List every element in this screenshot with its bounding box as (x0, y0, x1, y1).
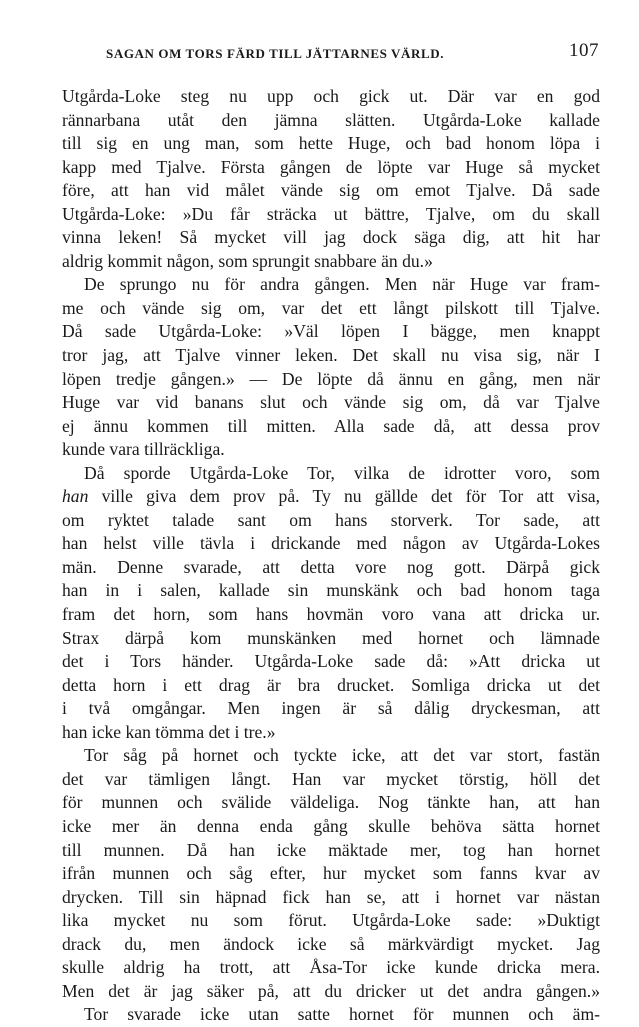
running-title: SAGAN OM TORS FÄRD TILL JÄTTARNES VÄRLD. (106, 46, 445, 61)
text-line: kunde vara tillräckliga. (62, 439, 225, 460)
text-line: drycken. Till sin häpnad fick han se, att i hornet var nästan (62, 886, 600, 907)
text-line: lika mycket nu som förut. Utgårda-Loke sade: »Duktigt (62, 910, 600, 931)
text-line: om ryktet talade sant om hans storverk. Tor sade, att (62, 509, 600, 530)
text-line: till munnen. Då han icke mäktade mer, tog han hornet (62, 839, 600, 860)
text-line: vinna leken! Så mycket vill jag dock säga dig, att hit har (62, 227, 600, 248)
text-line: Då sporde Utgårda-Loke Tor, vilka de idrotter voro, som (84, 462, 600, 483)
text-line: det i Tors händer. Utgårda-Loke sade då: »Att dricka ut (62, 651, 600, 672)
text-line: aldrig kommit någon, som sprungit snabbare än du.» (62, 250, 433, 271)
body-text (62, 85, 600, 1027)
text-line: icke mer än denna enda gång skulle behöva sätta hornet (62, 815, 600, 836)
text-line: fram det horn, som hans hovmän voro vana att dricka ur. (62, 604, 600, 625)
line-text: ville giva dem prov på. Ty nu gällde det för Tor att visa, (101, 486, 600, 507)
text-line: Huge var vid banans slut och vände sig om, då var Tjalve (62, 392, 600, 413)
text-line: Strax därpå kom munskänken med hornet och lämnade (62, 627, 600, 648)
text-line: Utgårda-Loke: »Du får sträcka ut bättre, Tjalve, om du skall (62, 203, 600, 224)
text-line: i två omgångar. Men ingen är så dålig dryckesman, att (62, 698, 600, 719)
italic-word: han (62, 486, 89, 507)
text-line: män. Denne svarade, att detta vore nog gott. Därpå gick (62, 556, 600, 577)
text-line: rännarbana utåt den jämna slätten. Utgårda-Loke kallade (62, 109, 600, 130)
text-line: De sprungo nu för andra gången. Men när Huge var fram- (84, 274, 600, 295)
text-line: för munnen och svälide väldeliga. Nog tänkte han, att han (62, 792, 600, 813)
text-line: me och vände sig om, var det ett långt pilskott till Tjalve. (62, 297, 600, 318)
text-line: före, att han vid målet vände sig om emot Tjalve. Då sade (62, 180, 600, 201)
text-line: ifrån munnen och såg efter, hur mycket som fanns kvar av (62, 863, 600, 884)
text-line: Då sade Utgårda-Loke: »Väl löpen I bägge, men knappt (62, 321, 600, 342)
text-line (62, 485, 600, 509)
text-line: han icke kan tömma det i tre.» (62, 721, 276, 742)
page-number: 107 (569, 40, 599, 61)
text-line: drack du, men ändock icke så märkvärdigt mycket. Jag (62, 933, 600, 954)
text-line: det var tämligen långt. Han var mycket törstig, höll det (62, 768, 600, 789)
text-line: Tor svarade icke utan satte hornet för munnen och äm- (84, 1004, 600, 1025)
text-line: till sig en ung man, som hette Huge, och bad honom löpa i (62, 133, 600, 154)
text-line: kapp med Tjalve. Första gången de löpte var Huge så mycket (62, 156, 600, 177)
text-line: skulle aldrig ha trott, att Åsa-Tor icke kunde dricka mera. (62, 957, 600, 978)
text-line: han in i salen, kallade sin munskänk och bad honom taga (62, 580, 600, 601)
text-line: Utgårda-Loke steg nu upp och gick ut. Där var en god (62, 86, 600, 106)
text-line: ej ännu kommen till mitten. Alla sade då, att dessa prov (62, 415, 600, 436)
text-line: löpen tredje gången.» — De löpte då ännu en gång, men när (62, 368, 600, 389)
text-line: Tor såg på hornet och tyckte icke, att det var stort, fastän (84, 745, 600, 766)
text-line: han helst ville tävla i drickande med någon av Utgårda-Lokes (62, 533, 600, 554)
text-line: tror jag, att Tjalve vinner leken. Det skall nu visa sig, när I (62, 345, 600, 366)
text-line: Men det är jag säker på, att du dricker ut det andra gången.» (62, 980, 600, 1001)
running-header (62, 40, 602, 68)
text-line: detta horn i ett drag är bra drucket. Somliga dricka ut det (62, 674, 600, 695)
